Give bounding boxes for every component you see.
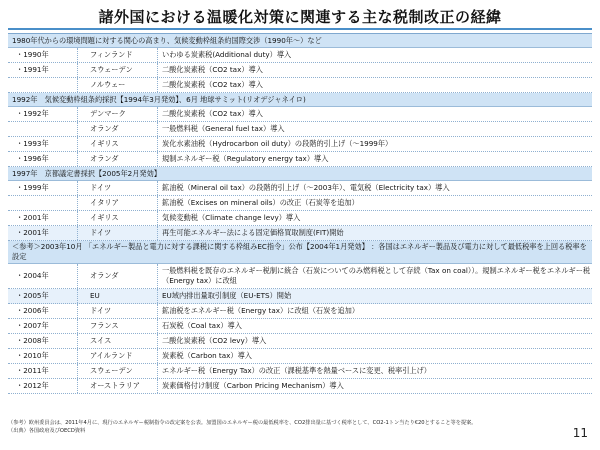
section-header: 1997年 京都議定書採択【2005年2月発効】	[8, 167, 592, 181]
year-cell: ・2011年	[8, 364, 78, 378]
description-cell: 石炭税（Coal tax）導入	[162, 321, 242, 330]
description-cell: 炭化水素油税（Hydrocarbon oil duty）の段階的引上げ（～1999年）	[162, 139, 393, 148]
year-cell: ・2001年	[8, 211, 78, 225]
table-row	[8, 107, 592, 122]
table-row	[8, 152, 592, 167]
section-header: ＜参考＞2003年10月 「エネルギー製品と電力に対する課税に関する枠組みEC指令」公布【2004年1月発効】 ：各国はエネルギー製品及び電力に対して最低税率を上回る税率を設定	[8, 241, 592, 264]
description-cell: 一般燃料税を既存のエネルギー税制に統合（石炭についてのみ燃料税として存続（Tax on coal））。規制エネルギー税をエネルギー税（Energy tax）に改組	[162, 266, 591, 285]
page-title: 諸外国における温暖化対策に関連する主な税制改正の経緯	[98, 8, 502, 26]
section-header: 1992年 気候変動枠組条約採択【1994年3月発効】、6月 地球サミット(リオデジャネイロ)	[8, 93, 592, 107]
description-cell: 二酸化炭素税（CO2 tax）導入	[162, 109, 263, 118]
year-cell: ・1996年	[8, 152, 78, 166]
country-cell: スウェーデン	[78, 63, 158, 77]
year-cell: ・2006年	[8, 304, 78, 318]
country-cell: アイルランド	[78, 349, 158, 363]
table-row	[8, 349, 592, 364]
year-cell	[8, 78, 78, 92]
table-row	[8, 364, 592, 379]
table-row	[8, 304, 592, 319]
table-row	[8, 334, 592, 349]
footnote-source: （出典）各国政府及びOECD資料	[8, 428, 86, 434]
table-row	[8, 211, 592, 226]
table-row	[8, 78, 592, 93]
table-row	[8, 137, 592, 152]
table-row	[8, 63, 592, 78]
country-cell: スウェーデン	[78, 364, 158, 378]
description-cell: 鉱油税をエネルギー税（Energy tax）に改組（石炭を追加）	[162, 306, 360, 315]
description-cell: いわゆる炭素税(Additional duty）導入	[162, 50, 292, 59]
table-row	[8, 319, 592, 334]
country-cell: イタリア	[78, 196, 158, 210]
country-cell: オランダ	[78, 152, 158, 166]
year-cell	[8, 122, 78, 136]
description-cell: 炭素税（Carbon tax）導入	[162, 351, 252, 360]
country-cell: オランダ	[78, 122, 158, 136]
country-cell: フィンランド	[78, 48, 158, 62]
description-cell: 二酸化炭素税（CO2 tax）導入	[162, 80, 263, 89]
country-cell: オーストラリア	[78, 379, 158, 393]
year-cell: ・2010年	[8, 349, 78, 363]
description-cell: 一般燃料税（General fuel tax）導入	[162, 124, 285, 133]
page-number: 11	[572, 426, 588, 440]
description-cell: 鉱油税（Mineral oil tax）の段階的引上げ（～2003年）、電気税（Electricity tax）導入	[162, 183, 450, 192]
country-cell: スイス	[78, 334, 158, 348]
year-cell: ・1990年	[8, 48, 78, 62]
table-row	[8, 226, 592, 241]
year-cell: ・1992年	[8, 107, 78, 121]
table-row	[8, 289, 592, 304]
country-cell: フランス	[78, 319, 158, 333]
year-cell: ・2001年	[8, 226, 78, 240]
description-cell: 気候変動税（Climate change levy）導入	[162, 213, 301, 222]
description-cell: 二酸化炭素税（CO2 tax）導入	[162, 65, 263, 74]
description-cell: EU域内排出量取引制度（EU-ETS）開始	[162, 291, 292, 300]
country-cell: イギリス	[78, 211, 158, 225]
year-cell: ・2005年	[8, 289, 78, 303]
country-cell: ノルウェー	[78, 78, 158, 92]
title-underline	[8, 28, 592, 30]
footnote-reference: （参考）欧州委員会は、2011年4月に、現行のエネルギー税制指令の改定案を公表。加盟国のエネルギー税の最低税率を、CO2排出量に基づく税率として、CO2-1トン当たり€20とすること等を提案。	[8, 420, 477, 426]
year-cell: ・2012年	[8, 379, 78, 393]
country-cell: ドイツ	[78, 304, 158, 318]
description-cell: 鉱油税（Excises on mineral oils）の改正（石炭等を追加）	[162, 198, 359, 207]
footnote	[8, 419, 568, 435]
year-cell	[8, 196, 78, 210]
table-row	[8, 48, 592, 63]
tax-history-table	[8, 33, 592, 394]
year-cell: ・2007年	[8, 319, 78, 333]
country-cell: デンマーク	[78, 107, 158, 121]
description-cell: 二酸化炭素税（CO2 levy）導入	[162, 336, 267, 345]
description-cell: 規制エネルギー税（Regulatory energy tax）導入	[162, 154, 329, 163]
table-row	[8, 181, 592, 196]
country-cell: ドイツ	[78, 181, 158, 195]
year-cell: ・2004年	[8, 264, 78, 288]
year-cell: ・1999年	[8, 181, 78, 195]
year-cell: ・1993年	[8, 137, 78, 151]
section-header: 1980年代からの環境問題に対する関心の高まり、気候変動枠組条約国際交渉（1990年～）など	[8, 34, 592, 48]
description-cell: エネルギー税（Energy Tax）の改正（課税基準を熱量ベースに変更、税率引上げ）	[162, 366, 431, 375]
description-cell: 再生可能エネルギー法による固定価格買取制度(FIT)開始	[162, 228, 344, 237]
country-cell: イギリス	[78, 137, 158, 151]
country-cell: EU	[78, 289, 158, 303]
country-cell: ドイツ	[78, 226, 158, 240]
table-row	[8, 379, 592, 394]
table-row	[8, 196, 592, 211]
year-cell: ・2008年	[8, 334, 78, 348]
country-cell: オランダ	[78, 264, 158, 288]
table-row	[8, 122, 592, 137]
description-cell: 炭素価格付け制度（Carbon Pricing Mechanism）導入	[162, 381, 344, 390]
table-row	[8, 264, 592, 289]
year-cell: ・1991年	[8, 63, 78, 77]
